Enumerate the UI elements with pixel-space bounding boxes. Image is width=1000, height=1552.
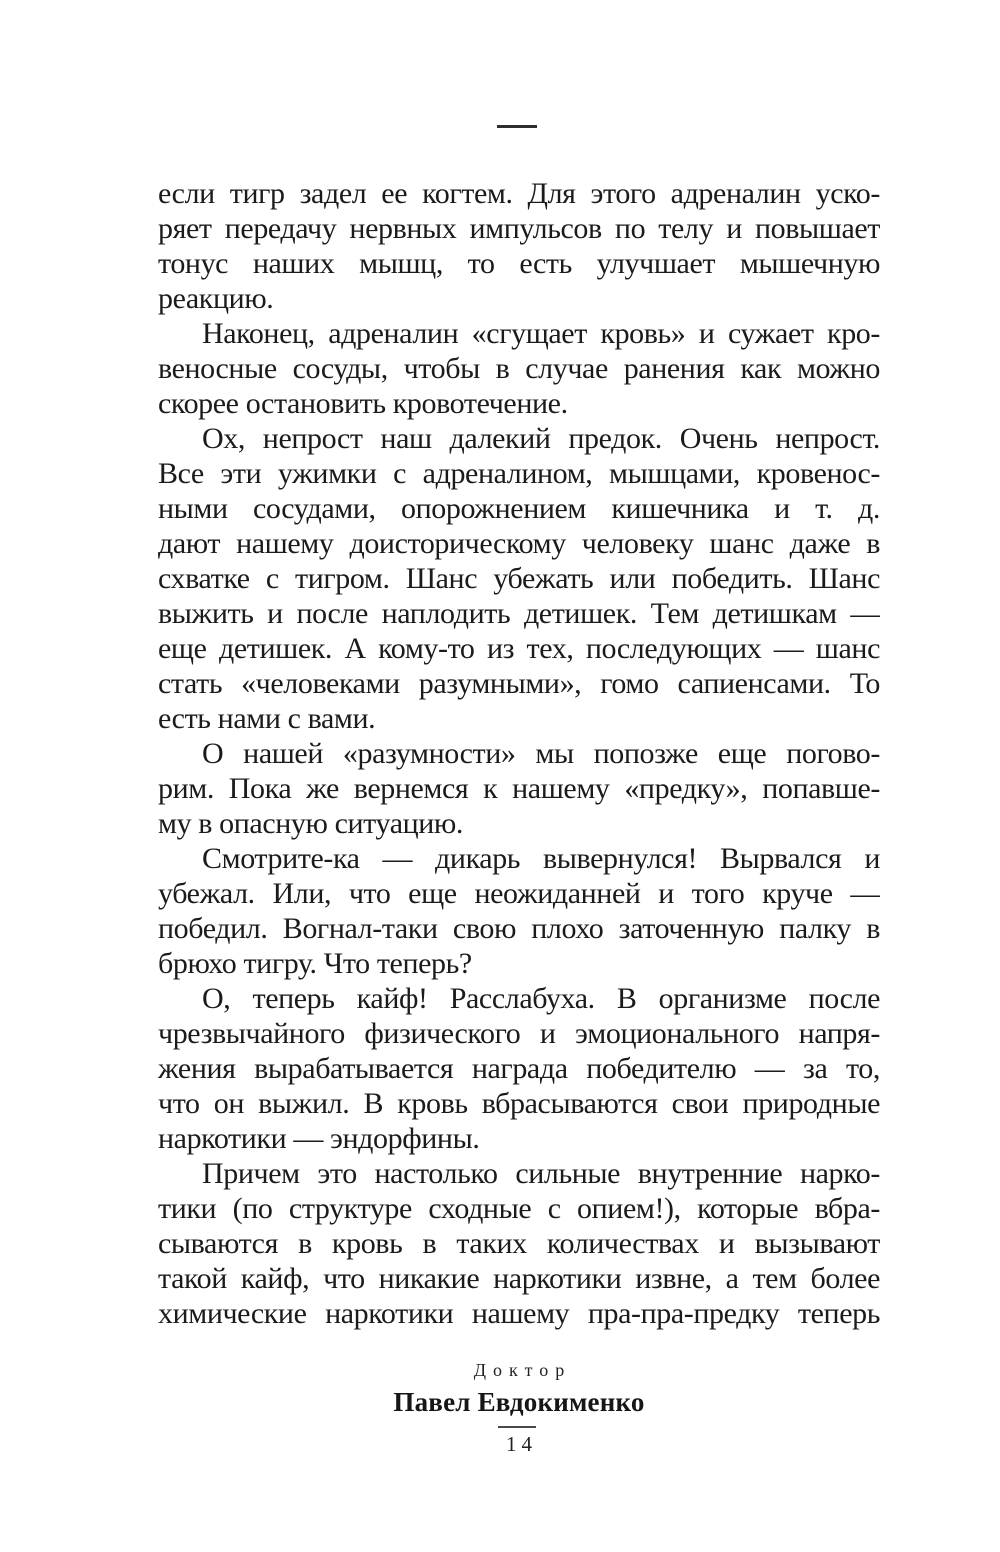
text-line: веносные сосуды, чтобы в случае ранения как можно (158, 352, 880, 385)
text-line: сываются в кровь в таких количествах и вызывают (158, 1227, 880, 1260)
text-line: ными сосудами, опорожнением кишечника и т. д. (158, 492, 880, 525)
paragraph (158, 841, 880, 981)
page-number: 14 (506, 1432, 537, 1456)
paragraph (158, 421, 880, 736)
text-line: жения вырабатывается награда победителю — за то, (158, 1052, 880, 1085)
paragraph (158, 176, 880, 316)
text-line: если тигр задел ее когтем. Для этого адреналин уско- (158, 177, 880, 210)
text-line: такой кайф, что никакие наркотики извне, а тем более (158, 1262, 880, 1295)
paragraph (158, 981, 880, 1156)
footer-role-label: Доктор (473, 1360, 572, 1380)
text-line: Смотрите-ка — дикарь вывернулся! Вырвался и (202, 842, 880, 875)
footer-author-name: Павел Евдокименко (393, 1387, 645, 1417)
text-line: Все эти ужимки с адреналином, мышцами, кровенос- (158, 457, 880, 490)
paragraph (158, 1156, 880, 1331)
text-line: тонус наших мышц, то есть улучшает мышечную (158, 247, 880, 280)
paragraph (158, 316, 880, 421)
text-line: ряет передачу нервных импульсов по телу и повышает (158, 212, 880, 245)
text-line: рим. Пока же вернемся к нашему «предку», попавше- (158, 772, 880, 805)
text-line: чрезвычайного физического и эмоционального напря- (158, 1017, 880, 1050)
text-line: О нашей «разумности» мы попозже еще погово- (202, 737, 880, 770)
text-line: выжить и после наплодить детишек. Тем детишкам — (158, 597, 880, 630)
text-line: Наконец, адреналин «сгущает кровь» и сужает кро- (202, 317, 880, 350)
text-line: есть нами с вами. (158, 702, 376, 735)
text-line: что он выжил. В кровь вбрасываются свои природные (158, 1087, 880, 1120)
text-line: убежал. Или, что еще неожиданней и того круче — (158, 877, 880, 910)
text-line: Ох, непрост наш далекий предок. Очень непрост. (202, 422, 880, 455)
text-line: О, теперь кайф! Расслабуха. В организме после (202, 982, 880, 1015)
text-line: брюхо тигру. Что теперь? (158, 947, 472, 980)
text-line: победил. Вогнал-таки свою плохо заточенную палку в (158, 912, 880, 945)
page-text (158, 176, 880, 1331)
text-line: схватке с тигром. Шанс убежать или победить. Шанс (158, 562, 880, 595)
text-line: Причем это настолько сильные внутренние нарко- (202, 1157, 880, 1190)
section-separator-dash (497, 125, 537, 128)
text-line: реакцию. (158, 282, 274, 315)
text-line: химические наркотики нашему пра-пра-предку теперь (158, 1297, 880, 1330)
text-line: тики (по структуре сходные с опием!), которые вбра- (158, 1192, 880, 1225)
footer-rule (498, 1426, 536, 1428)
paragraph (158, 736, 880, 841)
text-line: скорее остановить кровотечение. (158, 387, 568, 420)
text-line: наркотики — эндорфины. (158, 1122, 480, 1155)
text-line: стать «человеками разумными», гомо сапиенсами. То (158, 667, 880, 700)
text-line: еще детишек. А кому-то из тех, последующих — шанс (158, 632, 880, 665)
text-line: дают нашему доисторическому человеку шанс даже в (158, 527, 880, 560)
text-line: му в опасную ситуацию. (158, 807, 464, 840)
